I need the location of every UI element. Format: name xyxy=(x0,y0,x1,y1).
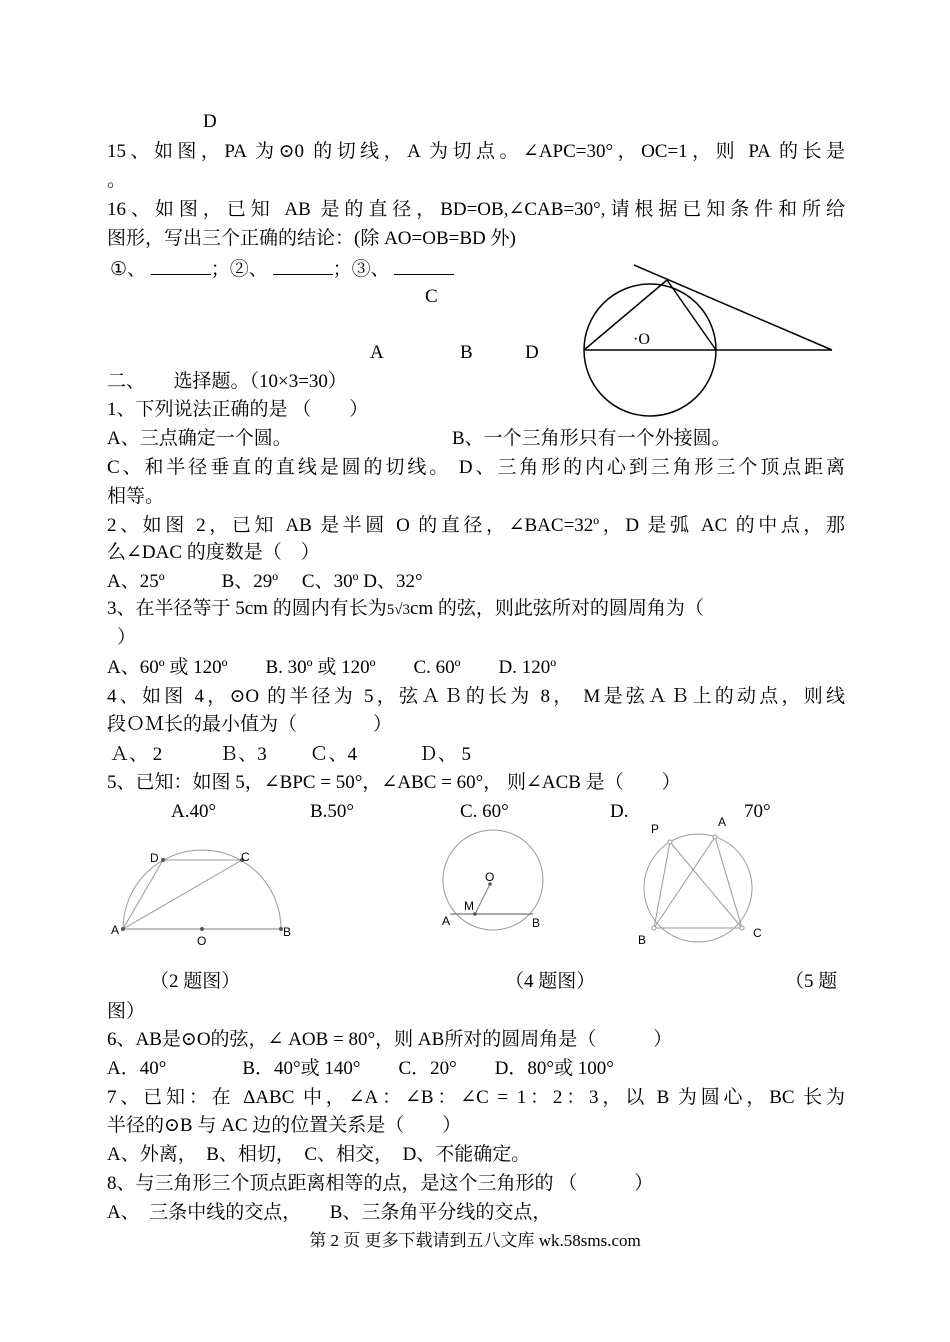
question-15-end: 。 xyxy=(107,170,127,191)
fig4-label-a: A xyxy=(442,914,451,928)
question-5-option-d-value: 70° xyxy=(744,801,771,822)
question-16-blanks xyxy=(110,256,454,282)
fig5-label-b: B xyxy=(638,933,647,947)
question-16-line1: 16、如图，已知 AB 是的直径，BD=OB,∠CAB=30°,请根据已知条件和所给 xyxy=(107,199,845,220)
question-4-line2: 段ＯＭ长的最小值为（ ） xyxy=(107,714,393,735)
blank-3 xyxy=(394,256,454,275)
blank-2-label: ；②、 xyxy=(210,259,268,280)
question-5-option-d: D. xyxy=(610,801,629,822)
question-7-line1: 7、已知：在 ΔABC 中，∠A：∠B：∠C = 1：2：3，以 B 为圆心，BC 长为 xyxy=(107,1087,845,1108)
caption-figure-5: （5 题 xyxy=(785,971,838,992)
fig5-chord-pc xyxy=(670,842,742,928)
question-5: 5、已知：如图 5，∠BPC = 50°，∠ABC = 60°， 则∠ACB 是（ ） xyxy=(107,772,681,793)
fig2-label-c: C xyxy=(241,850,250,864)
caption-figure-4: （4 题图） xyxy=(505,971,596,992)
question-8: 8、与三角形三个顶点距离相等的点，是这个三角形的 （ ） xyxy=(107,1173,654,1194)
fig5-chord-ac xyxy=(715,837,742,928)
fig2-label-b: B xyxy=(283,925,292,939)
fig5-chord-ab xyxy=(654,837,715,928)
blank-1-label: ①、 xyxy=(110,259,147,280)
fig2-point-o xyxy=(200,927,204,931)
question-1: 1、下列说法正确的是 （ ） xyxy=(107,399,369,420)
question-7-line2: 半径的⊙B 与 AC 边的位置关系是（ ） xyxy=(107,1115,462,1136)
question-2-line2: 么∠DAC 的度数是（ ） xyxy=(107,542,320,563)
fig2-chord-ad xyxy=(123,860,163,929)
q3-text-before: 3、在半径等于 5cm 的圆内有长为 xyxy=(107,598,387,619)
fig5-point-b xyxy=(652,926,656,930)
question-8-options: A、 三条中线的交点， B、三条角平分线的交点， xyxy=(107,1202,552,1223)
page-footer: 第 2 页 更多下载请到五八文库 wk.58sms.com xyxy=(309,1231,641,1250)
question-4-options: Ａ、 2 Ｂ、3 Ｃ、4 Ｄ、 5 xyxy=(110,744,472,765)
fig4-label-m: M xyxy=(464,899,474,913)
blank-1 xyxy=(151,256,211,275)
fig5-label-c: C xyxy=(753,926,762,940)
question-1-option-b: B、一个三角形只有一个外接圆。 xyxy=(452,428,731,449)
q3-radical: 5√3 xyxy=(386,602,410,618)
question-7-options: A、外离， B、相切， C、相交， D、不能确定。 xyxy=(107,1144,531,1165)
fig5-circle xyxy=(644,834,752,942)
question-6: 6、AB是⊙O的弦，∠ AOB = 80°，则 AB所对的圆周角是（ ） xyxy=(107,1029,673,1050)
caption-figure-5-end: 图） xyxy=(107,1001,146,1022)
q3-text-after: cm 的弦，则此弦所对的圆周角为（ xyxy=(409,598,704,619)
fig5-label-p: P xyxy=(651,822,660,836)
fig4-label-o: O xyxy=(485,870,495,884)
figure-4 xyxy=(435,830,555,940)
question-5-option-b: B.50° xyxy=(310,801,355,822)
section-2-heading: 二、 选择题。（10×3=30） xyxy=(107,371,347,392)
blank-3-label: ；③、 xyxy=(332,259,390,280)
fig16-label-d: D xyxy=(525,342,539,363)
question-2-line1: 2、如图 2，已知 AB 是半圆 O 的直径，∠BAC=32º，D 是弧 AC 的中点，那 xyxy=(107,515,845,536)
fig5-point-a xyxy=(713,835,717,839)
fig2-point-a xyxy=(121,927,125,931)
fig16-label-c: C xyxy=(425,286,438,307)
fig4-label-b: B xyxy=(532,916,541,930)
fig16-label-b: B xyxy=(460,342,473,363)
fig16-label-o: ·O xyxy=(633,331,650,348)
fig16-tangent-line xyxy=(634,265,832,350)
question-5-option-a: A.40° xyxy=(171,801,217,822)
fig5-chord-pb xyxy=(654,842,670,928)
question-5-option-c: C. 60° xyxy=(460,801,509,822)
fig2-label-d: D xyxy=(150,851,159,865)
blank-2 xyxy=(273,256,333,275)
question-1-option-c-d: C、和半径垂直的直线是圆的切线。 D、三角形的内心到三角形三个顶点距离 xyxy=(107,457,845,478)
answer-fragment-d: D xyxy=(203,111,217,132)
fig5-point-p xyxy=(668,840,672,844)
question-6-options: A．40° B．40°或 140° C．20° D．80°或 100° xyxy=(107,1058,614,1079)
fig16-chord-ac xyxy=(584,280,667,350)
fig5-label-a: A xyxy=(718,815,727,829)
fig2-label-o: O xyxy=(197,934,207,948)
question-3-line1 xyxy=(107,597,847,622)
question-4-line1: 4、如图 4，⊙O 的半径为 5，弦ＡＢ的长为 8， M是弦ＡＢ上的动点，则线 xyxy=(107,686,845,707)
fig2-point-d xyxy=(161,858,165,862)
question-2-options: A、25º B、29º C、30º D、32° xyxy=(107,571,423,592)
fig2-semicircle xyxy=(123,850,281,929)
fig4-segment-om xyxy=(475,884,490,914)
figure-2 xyxy=(105,845,305,948)
question-3-line2: ） xyxy=(117,627,137,648)
question-16-line2: 图形，写出三个正确的结论：(除 AO=OB=BD 外) xyxy=(107,228,516,249)
caption-figure-2: （2 题图） xyxy=(150,971,241,992)
figure-16 xyxy=(570,255,850,415)
question-1-option-d-end: 相等。 xyxy=(107,486,165,507)
question-3-options: A、60º 或 120º B. 30º 或 120º C. 60º D. 120º xyxy=(107,657,557,678)
fig16-label-a: A xyxy=(370,342,384,363)
fig5-point-c xyxy=(740,926,744,930)
fig2-label-a: A xyxy=(111,923,120,937)
question-15: 15、如图，PA 为⊙0 的切线，A 为切点。∠APC=30°，OC=1，则 PA 的长是 xyxy=(107,141,845,162)
question-1-option-a: A、三点确定一个圆。 xyxy=(107,428,292,449)
figure-5 xyxy=(635,810,775,950)
fig2-chord-ac xyxy=(123,860,242,929)
